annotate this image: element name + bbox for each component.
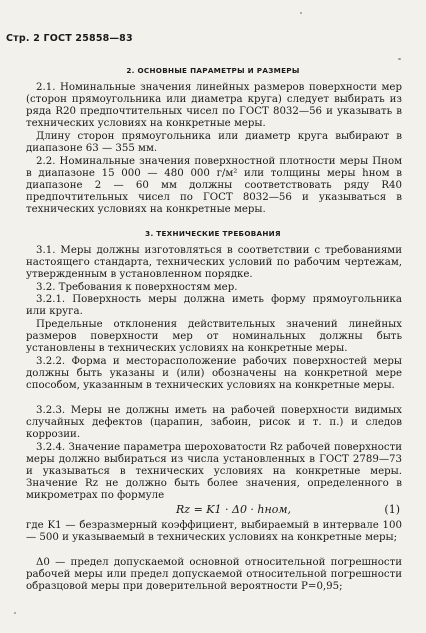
page-header: Стр. 2 ГОСТ 25858—83 [6, 33, 133, 44]
scan-speck [300, 12, 302, 14]
section-2-title: 2. ОСНОВНЫЕ ПАРАМЕТРЫ И РАЗМЕРЫ [126, 66, 300, 75]
paragraph-3-2-1: 3.2.1. Поверхность меры должна иметь форму прямоугольника или круга. [26, 294, 402, 318]
formula-1 [0, 503, 426, 517]
formula-number: (1) [384, 503, 400, 516]
scan-speck [398, 58, 401, 60]
paragraph-3-2-4: 3.2.4. Значение параметра шероховатости Rz рабочей поверхности меры должно выбираться из числа установленных в ГОСТ 2789—73 и указываться в технических условиях на конкретные меры. Значение Rz не должно быть более значения, определенного в микрометрах по формуле [26, 442, 402, 502]
paragraph-where-k1: где K1 — безразмерный коэффициент, выбираемый в интервале 100 — 500 и указываемый в технических условиях на конкретные меры; [26, 520, 402, 544]
paragraph-2-1-range: Длину сторон прямоугольника или диаметр круга выбирают в диапазоне 63 — 355 мм. [26, 131, 402, 155]
scan-speck [14, 612, 16, 614]
paragraph-3-2-2: 3.2.2. Форма и месторасположение рабочих поверхностей меры должны быть указаны и (или) обозначены на конкретной мере способом, указанным в технических условиях на конкретные меры. [26, 356, 402, 392]
paragraph-3-2: 3.2. Требования к поверхностям мер. [36, 282, 238, 293]
paragraph-2-2: 2.2. Номинальные значения поверхностной плотности меры Пном в диапазоне 15 000 — 480 000 г/м² или толщины меры hном в диапазоне 2 — 60 мм должны соответствовать ряду R40 предпочтительных чисел по ГОСТ 8032—56 и указываться в технических условиях на конкретные меры. [26, 156, 402, 216]
section-3-title: 3. ТЕХНИЧЕСКИЕ ТРЕБОВАНИЯ [145, 229, 281, 238]
paragraph-delta0: Δ0 — предел допускаемой основной относительной погрешности рабочей меры или предел допускаемой относительной погрешности образцовой меры при доверительной вероятности P=0,95; [26, 557, 402, 593]
paragraph-3-2-1-tolerances: Предельные отклонения действительных значений линейных размеров поверхности мер от номинальных должны быть установлены в технических условиях на конкретные меры. [26, 319, 402, 355]
formula-expression: Rz = K1 · Δ0 · hном, [176, 503, 291, 516]
paragraph-3-2-3: 3.2.3. Меры не должны иметь на рабочей поверхности видимых случайных дефектов (царапин, забоин, рисок и т. п.) и следов коррозии. [26, 405, 402, 441]
paragraph-2-1: 2.1. Номинальные значения линейных размеров поверхности мер (сторон прямоугольника или диаметра круга) следует выбирать из ряда R20 предпочтительных чисел по ГОСТ 8032—56 и указывать в технических условиях на конкретные меры. [26, 82, 402, 130]
paragraph-3-1: 3.1. Меры должны изготовляться в соответствии с требованиями настоящего стандарта, технических условий по рабочим чертежам, утвержденным в установленном порядке. [26, 245, 402, 281]
